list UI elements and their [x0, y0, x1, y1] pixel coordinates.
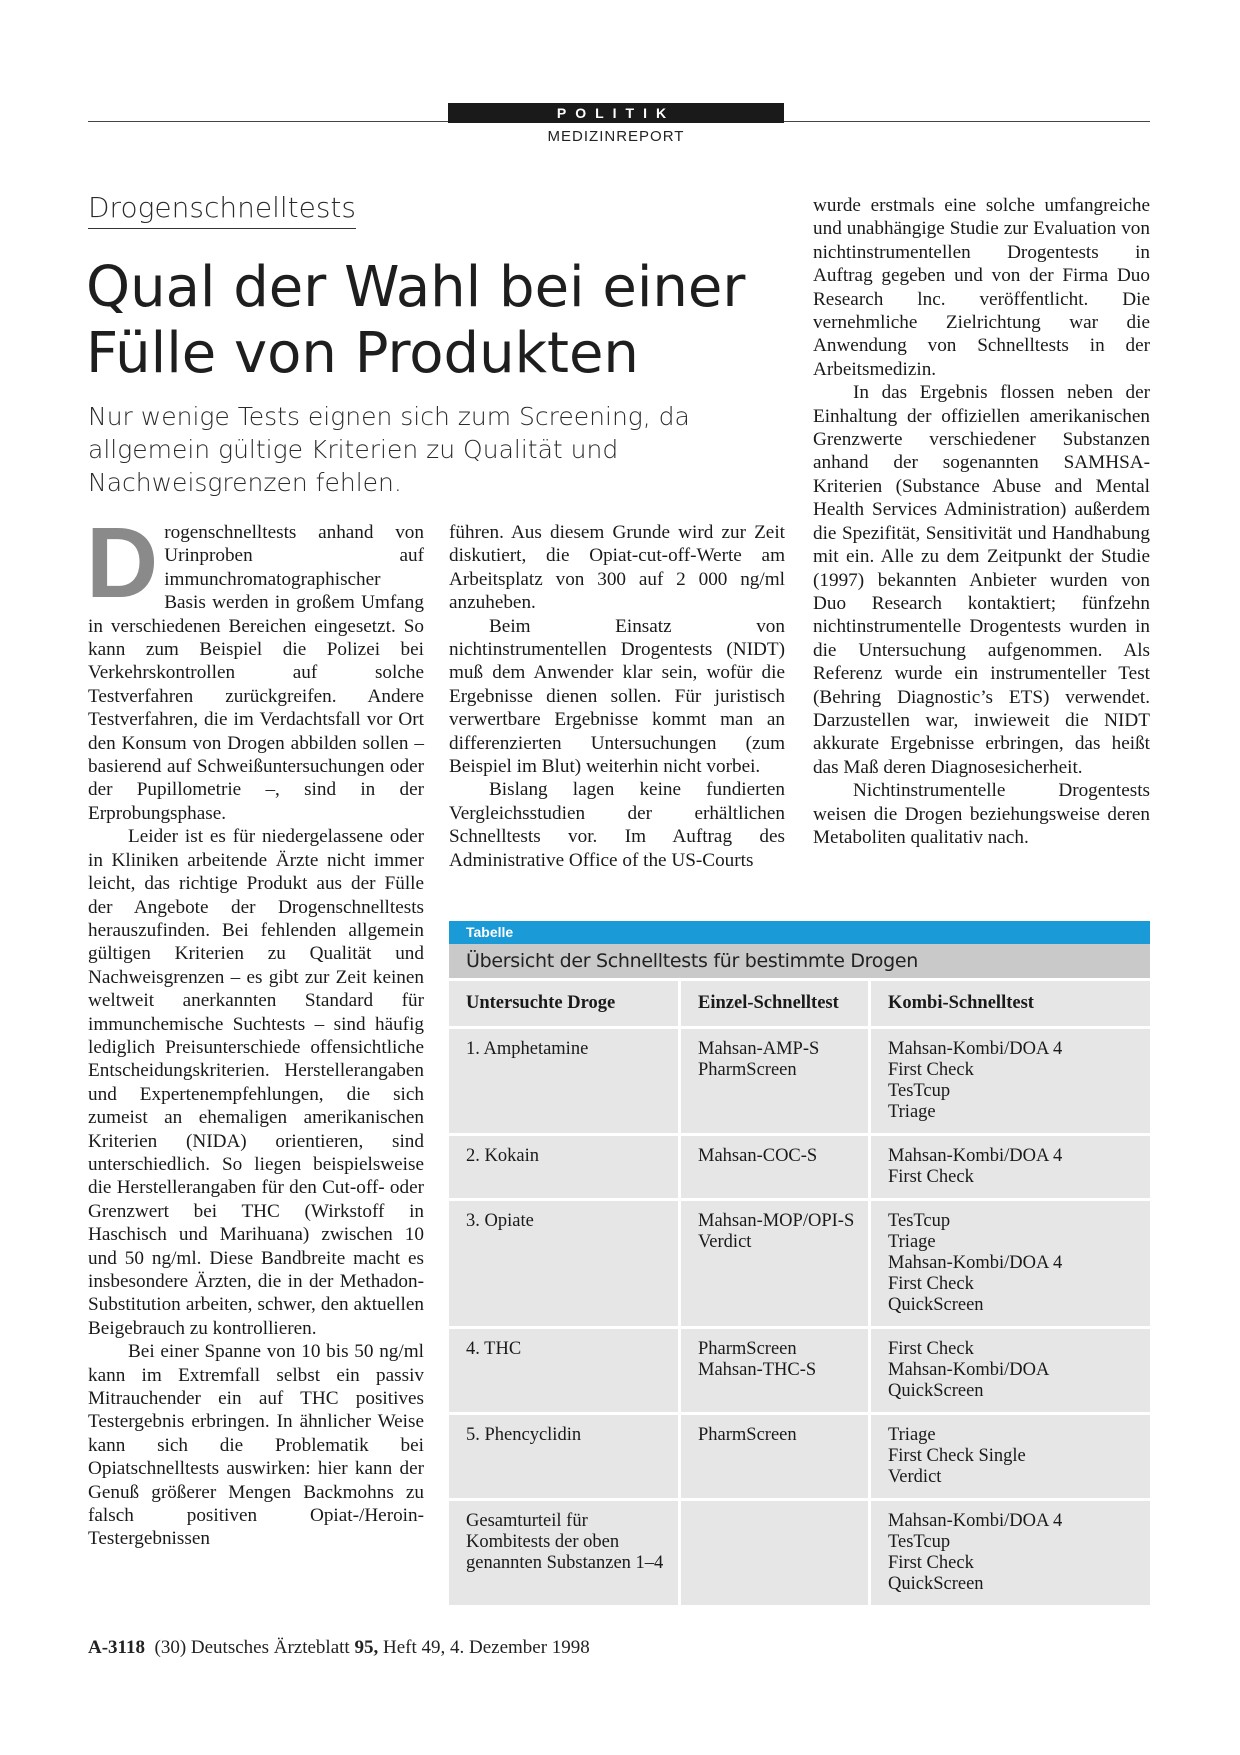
- dropcap: D: [86, 507, 159, 619]
- single-test-cell: [681, 1198, 871, 1326]
- combo-test-cell: [871, 1198, 1150, 1326]
- test-name: Triage: [888, 1232, 936, 1252]
- test-name: QuickScreen: [888, 1574, 984, 1594]
- test-name: QuickScreen: [888, 1295, 984, 1315]
- column-header: Kombi-Schnelltest: [871, 978, 1150, 1026]
- test-name: First Check: [888, 1339, 974, 1359]
- single-test-cell: [681, 1326, 871, 1412]
- paragraph: Bislang lagen keine fundierten Vergleichsstudien der erhältlichen Schnelltests vor. Im Auftrag des Administrative Office of the US-Courts: [449, 779, 785, 871]
- test-name: PharmScreen: [698, 1425, 797, 1445]
- drug-cell: 3. Opiate: [449, 1198, 681, 1326]
- test-name: First Check: [888, 1060, 974, 1080]
- page-number: A-3118: [88, 1637, 145, 1658]
- article-title: [86, 255, 786, 387]
- paragraph: Nichtinstrumentelle Drogentests weisen die Drogen beziehungsweise deren Metaboliten qualitativ nach.: [813, 780, 1150, 848]
- combo-test-cell: [871, 1133, 1150, 1198]
- journal-reference: (30) Deutsches Ärzteblatt: [154, 1637, 350, 1658]
- test-name: Verdict: [888, 1467, 942, 1487]
- test-name: PharmScreen: [698, 1339, 797, 1359]
- test-name: Mahsan-THC-S: [698, 1360, 817, 1380]
- body-column-3: [813, 194, 1150, 849]
- table-row: [449, 1026, 1150, 1133]
- paragraph-text: rogenschnelltests anhand von Urinproben auf immunchromatographischer Basis werden in großem Umfang in verschiedenen Bereichen eingesetzt. So kann zum Beispiel die Polizei bei Verkehrskontrollen auf solche Testverfahren zurückgreifen. Andere Testverfahren, die im Verdachtsfall vor Ort den Konsum von Drogen abbilden sollen – basierend auf Schweißuntersuchungen oder der Pupillometrie –, sind in der Erprobungsphase.: [88, 522, 424, 824]
- paragraph: Beim Einsatz von nichtinstrumentellen Drogentests (NIDT) muß dem Anwender klar sein, wofür die Ergebnisse dienen sollen. Für juristisch verwertbare Ergebnisse kommt man an differenzierten Untersuchungen (zum Beispiel im Blut) weiterhin nicht vorbei.: [449, 615, 785, 778]
- test-name: Triage: [888, 1425, 936, 1445]
- table-row: [449, 1198, 1150, 1326]
- table-caption: Übersicht der Schnelltests für bestimmte Drogen: [449, 944, 1150, 978]
- subsection-label: MEDIZINREPORT: [547, 128, 685, 145]
- test-name: Mahsan-Kombi/DOA 4: [888, 1511, 1063, 1531]
- article-lead: Nur wenige Tests eignen sich zum Screening, da allgemein gültige Kriterien zu Qualität und Nachweisgrenzen fehlen.: [88, 402, 690, 497]
- test-name: Mahsan-Kombi/DOA 4: [888, 1146, 1063, 1166]
- test-name: Triage: [888, 1102, 936, 1122]
- single-test-cell: [681, 1412, 871, 1498]
- journal-volume: 95,: [354, 1637, 379, 1658]
- column-header: Einzel-Schnelltest: [681, 978, 871, 1026]
- test-name: First Check: [888, 1553, 974, 1573]
- title-line-1: Qual der Wahl bei einer: [86, 255, 746, 320]
- table-grid: [449, 978, 1150, 1605]
- issue-date: Heft 49, 4. Dezember 1998: [382, 1637, 590, 1658]
- test-name: First Check: [888, 1274, 974, 1294]
- combo-test-cell: [871, 1326, 1150, 1412]
- title-line-2: Fülle von Produkten: [86, 321, 639, 386]
- test-name: Mahsan-COC-S: [698, 1146, 818, 1166]
- test-name: QuickScreen: [888, 1381, 984, 1401]
- paragraph: wurde erstmals eine solche umfangreiche und unabhängige Studie zur Evaluation von nichtinstrumentellen Drogentests in Auftrag gegeben und von der Firma Duo Research lnc. veröffentlicht. Die vernehmliche Zielrichtung war die Anwendung von Schnelltests in der Arbeitsmedizin.: [813, 195, 1150, 380]
- paragraph: [86, 507, 424, 825]
- body-column-2: [449, 521, 785, 872]
- test-name: Mahsan-Kombi/DOA 4: [888, 1039, 1063, 1059]
- table-row: [449, 1326, 1150, 1412]
- test-name: Mahsan-MOP/OPI-S: [698, 1211, 855, 1231]
- single-test-cell: [681, 1133, 871, 1198]
- table-row: [449, 1498, 1150, 1605]
- test-name: Mahsan-Kombi/DOA: [888, 1360, 1050, 1380]
- combo-test-cell: [871, 1026, 1150, 1133]
- combo-test-cell: [871, 1412, 1150, 1498]
- paragraph: Bei einer Spanne von 10 bis 50 ng/ml kann im Extremfall selbst ein passiv Mitrauchender ein auf THC positives Testergebnis erbringen. In ähnlicher Weise kann sich die Problematik bei Opiatschnelltests auswirken: hier kann der Genuß größerer Mengen Backmohns zu falsch positiven Opiat-/Heroin-Testergebnissen: [88, 1341, 424, 1550]
- paragraph: In das Ergebnis flossen neben der Einhaltung der offiziellen amerikanischen Grenzwerte verschiedener Substanzen anhand der sogenannten SAMHSA-Kriterien (Substance Abuse and Mental Health Services Administration) außerdem die Spezifität, Sensitivität und Handhabung mit ein. Alle zu dem Zeitpunkt der Studie (1997) bekannten Anbieter wurden von Duo Research kontaktiert; fünfzehn nichtinstrumentelle Drogentests wurden in die Untersuchung aufgenommen. Als Referenz wurde ein instrumenteller Test (Behring Diagnostic’s ETS) verwendet. Darzustellen war, inwieweit die NIDT akkurate Ergebnisse erbringen, das heißt das Maß deren Diagnosesicherheit.: [813, 382, 1150, 778]
- drug-cell: 1. Amphetamine: [449, 1026, 681, 1133]
- test-name: TesTcup: [888, 1532, 951, 1552]
- paragraph: führen. Aus diesem Grunde wird zur Zeit diskutiert, die Opiat-cut-off-Werte am Arbeitsplatz von 300 auf 2 000 ng/ml anzuheben.: [449, 522, 785, 614]
- paragraph: Leider ist es für niedergelassene oder in Kliniken arbeitende Ärzte nicht immer leicht, das richtige Produkt aus der Fülle der Angebote der Drogenschnelltests herauszufinden. Bei fehlenden allgemein gültigen Kriterien zu Qualität und Nachweisgrenzen – es gibt zur Zeit keinen weltweit anerkannten Standard für immunchemische Suchtests – sind häufig lediglich Preisunterschiede offensichtliche Entscheidungskriterien. Herstellerangaben und Expertenempfehlungen, die sich zumeist an ehemaligen amerikanischen Kriterien (NIDA) orientieren, sind unterschiedlich. So liegen beispielsweise die Herstellerangaben für den Cut-off- oder Grenzwert bei THC (Wirkstoff in Haschisch und Marihuana) zwischen 10 und 50 ng/ml. Diese Bandbreite macht es insbesondere Ärzten, die in der Methadon-Substitution arbeiten, schwer, den aktuellen Beigebrauch zu kontrollieren.: [88, 826, 424, 1339]
- single-test-cell: [681, 1498, 871, 1605]
- drug-cell: Gesamturteil für Kombitests der oben genannten Substanzen 1–4: [449, 1498, 681, 1605]
- body-column-1: [86, 507, 424, 1551]
- test-name: TesTcup: [888, 1081, 951, 1101]
- test-name: Mahsan-AMP-S: [698, 1039, 820, 1059]
- test-name: First Check Single: [888, 1446, 1026, 1466]
- drug-test-table: [449, 921, 1150, 1605]
- test-name: First Check: [888, 1167, 974, 1187]
- combo-test-cell: [871, 1498, 1150, 1605]
- test-name: Verdict: [698, 1232, 752, 1252]
- table-header-row: [449, 978, 1150, 1026]
- table-label: Tabelle: [449, 921, 1150, 944]
- test-name: TesTcup: [888, 1211, 951, 1231]
- table-row: [449, 1133, 1150, 1198]
- table-row: [449, 1412, 1150, 1498]
- drug-cell: 5. Phencyclidin: [449, 1412, 681, 1498]
- single-test-cell: [681, 1026, 871, 1133]
- test-name: PharmScreen: [698, 1060, 797, 1080]
- test-name: Mahsan-Kombi/DOA 4: [888, 1253, 1063, 1273]
- page-footer: [88, 1637, 590, 1659]
- section-label: POLITIK: [448, 103, 784, 123]
- article-kicker: Drogenschnelltests: [88, 191, 356, 229]
- drug-cell: 4. THC: [449, 1326, 681, 1412]
- column-header: Untersuchte Droge: [449, 978, 681, 1026]
- drug-cell: 2. Kokain: [449, 1133, 681, 1198]
